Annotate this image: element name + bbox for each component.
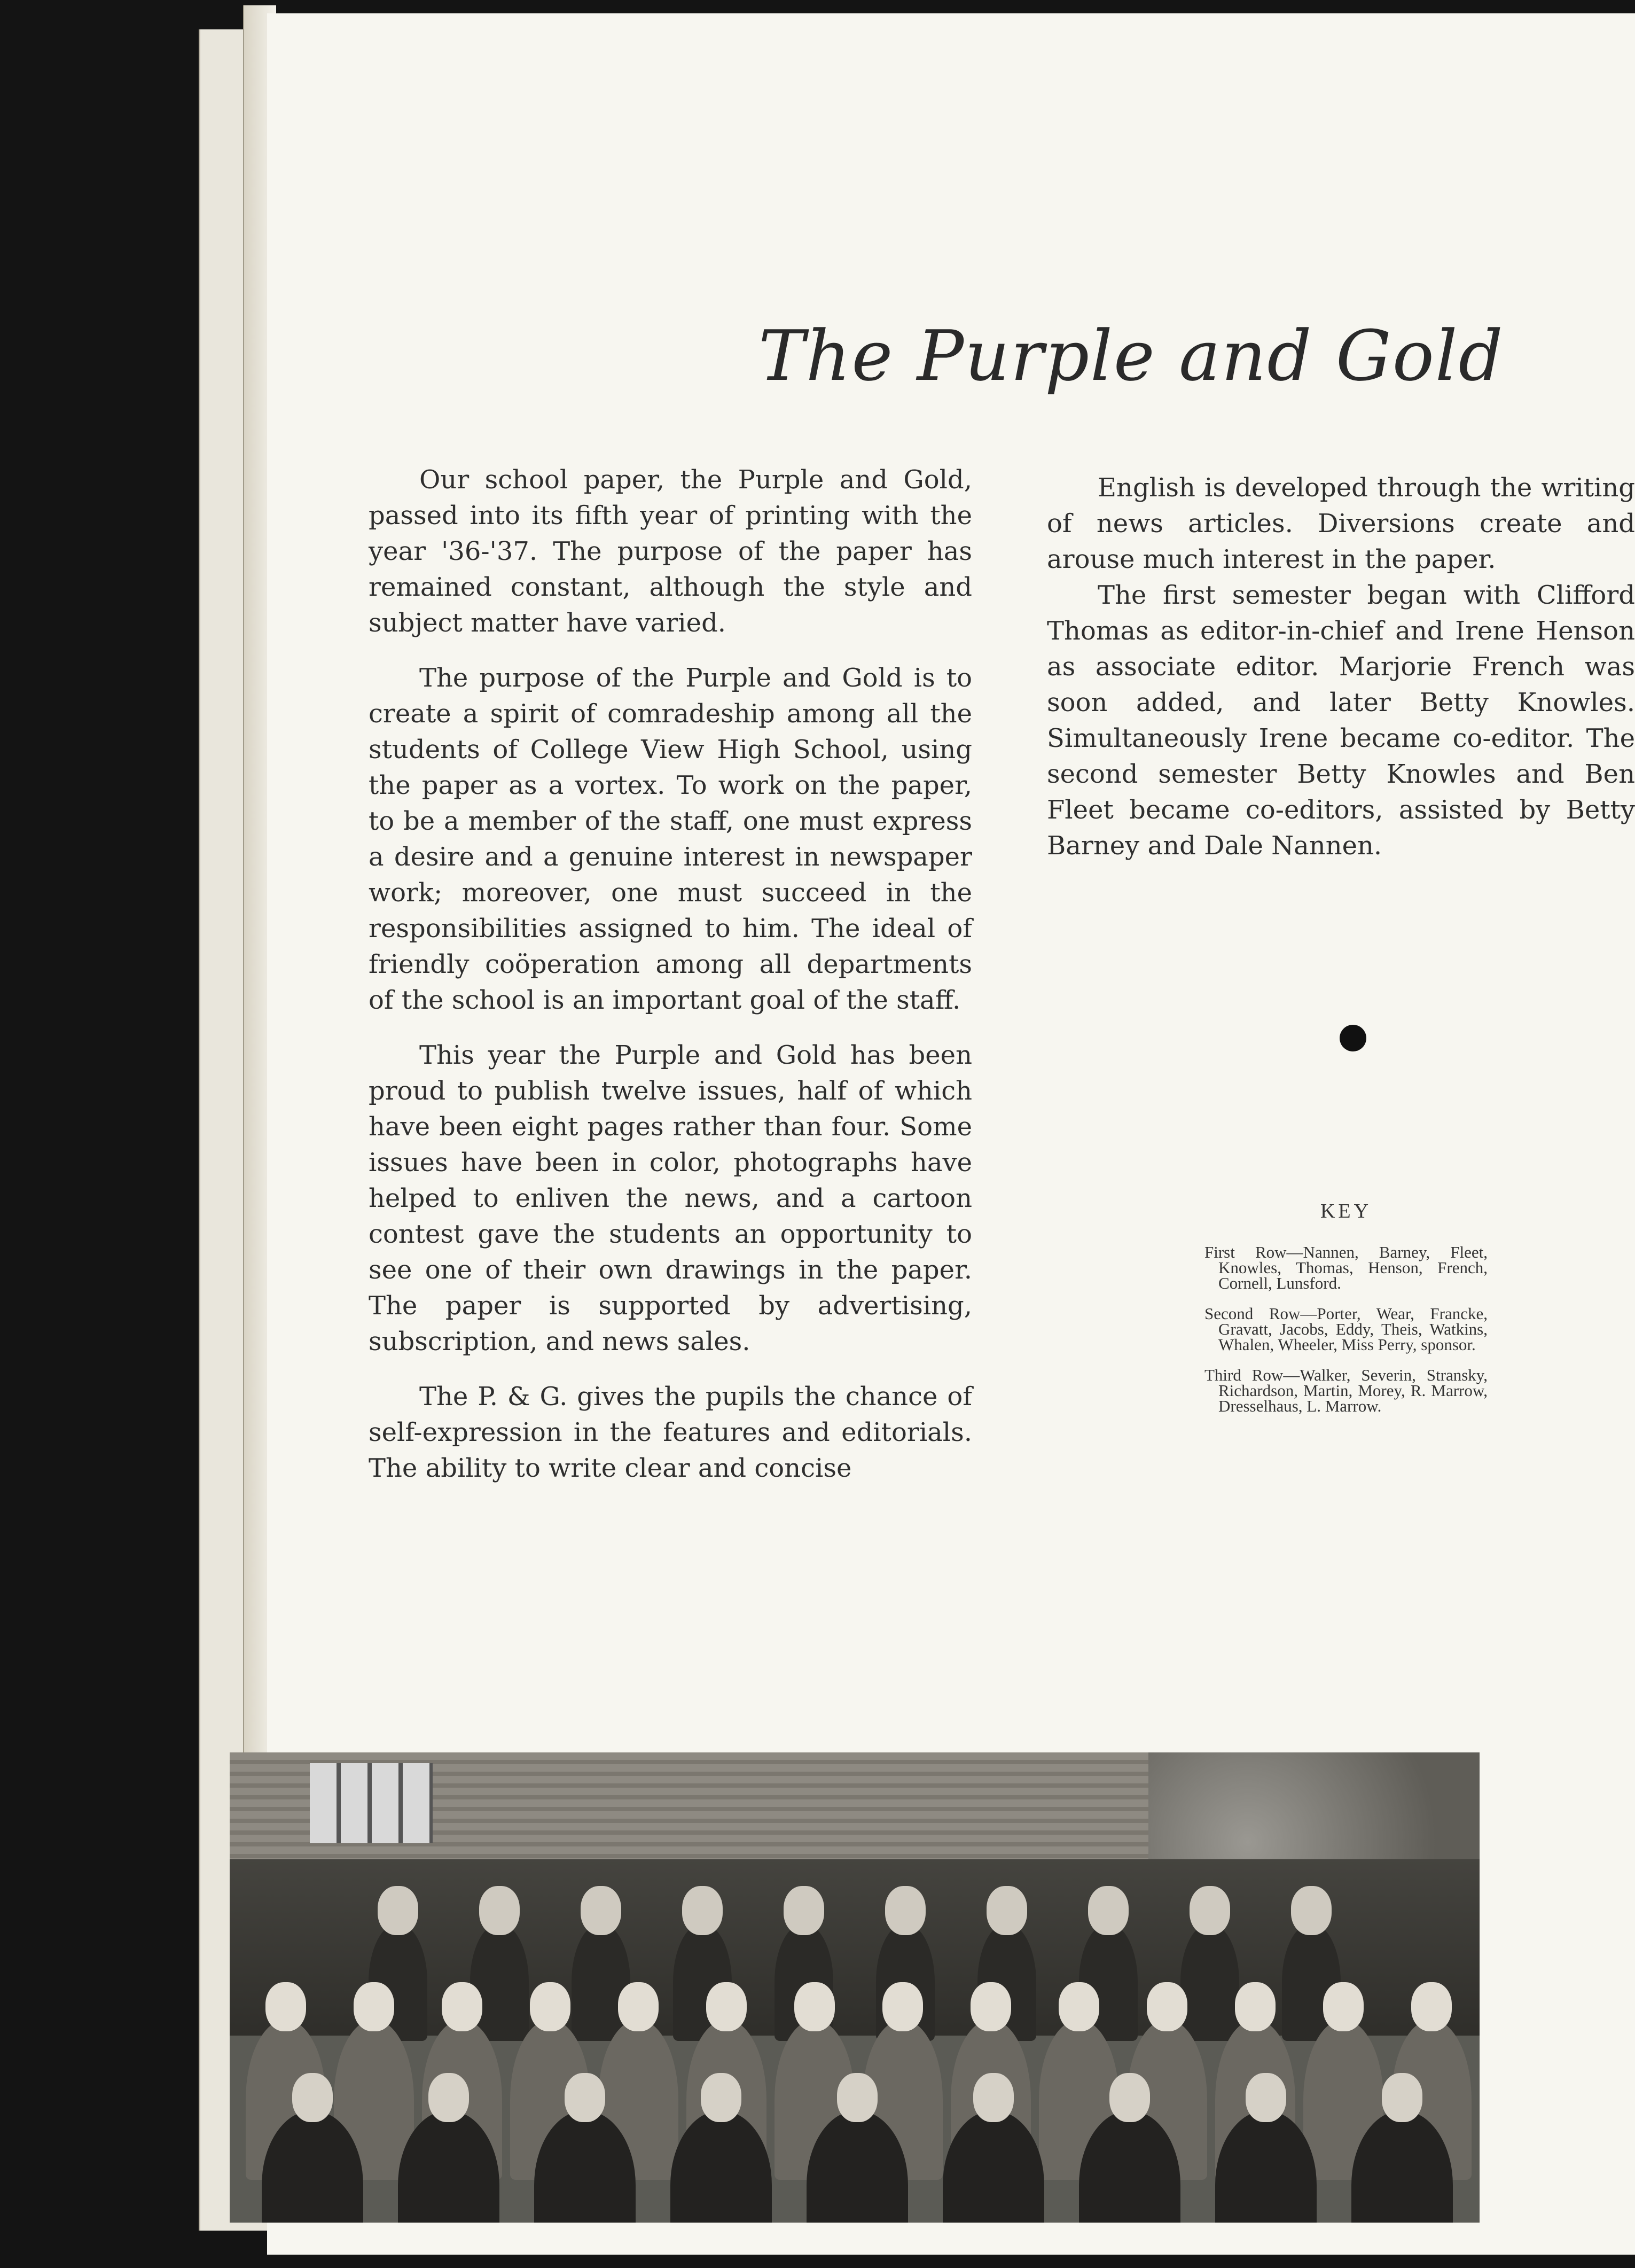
photo-face	[1147, 1982, 1187, 2031]
photo-face	[1109, 2073, 1150, 2122]
photo-face	[618, 1982, 659, 2031]
photo-face	[701, 2073, 741, 2122]
photo-face	[882, 1982, 923, 2031]
photo-face	[1382, 2073, 1422, 2122]
photo-face	[442, 1982, 482, 2031]
photo-face	[784, 1886, 824, 1935]
photo-key	[1204, 1199, 1488, 1429]
photo-face	[1291, 1886, 1332, 1935]
left-text-column	[369, 462, 972, 1506]
key-row: Second Row—Porter, Wear, Francke, Gravatt, Jacobs, Eddy, Theis, Watkins, Whalen, Wheeler, Miss Perry, sponsor.	[1204, 1304, 1488, 1354]
photo-face	[1246, 2073, 1286, 2122]
photo-face	[581, 1886, 621, 1935]
photo-face	[971, 1982, 1011, 2031]
key-row: Third Row—Walker, Severin, Stransky, Richardson, Martin, Morey, R. Marrow, Dresselhaus, L. Marrow.	[1204, 1366, 1488, 1415]
photo-face	[428, 2073, 469, 2122]
photo-person	[470, 1923, 529, 2041]
photo-person	[1180, 1923, 1239, 2041]
photo-face	[1235, 1982, 1276, 2031]
photo-face	[292, 2073, 333, 2122]
staff-group-photo	[230, 1752, 1480, 2223]
key-row: First Row—Nannen, Barney, Fleet, Knowles, Thomas, Henson, French, Cornell, Lunsford.	[1204, 1243, 1488, 1292]
photo-face	[1411, 1982, 1452, 2031]
photo-face	[378, 1886, 418, 1935]
page-title: The Purple and Gold	[758, 315, 1504, 396]
photo-face	[1190, 1886, 1230, 1935]
photo-face	[682, 1886, 723, 1935]
photo-face	[354, 1982, 394, 2031]
paragraph: English is developed through the writing of news articles. Diversions create and arouse much interest in the paper.	[1047, 473, 1635, 574]
key-heading: KEY	[1320, 1200, 1372, 1222]
photo-face	[1059, 1982, 1099, 2031]
photo-window	[310, 1763, 433, 1843]
paragraph: The purpose of the Purple and Gold is to create a spirit of comradeship among all the students of College View High School, using the paper as a vortex. To work on the paper, to be a member of the staff, one must express a desire and a genuine interest in newspaper work; moreover, one must succeed in the responsibilities assigned to him. The ideal of friendly coöperation among all departments of the school is an important goal of the staff.	[369, 663, 972, 1015]
paragraph: The P. & G. gives the pupils the chance of self-expression in the features and editorials. The ability to write clear and concise	[369, 1382, 972, 1483]
photo-face	[479, 1886, 520, 1935]
photo-face	[530, 1982, 570, 2031]
photo-face	[973, 2073, 1014, 2122]
photo-face	[565, 2073, 605, 2122]
right-text-column	[1047, 470, 1635, 864]
photo-person	[572, 1923, 630, 2041]
photo-face	[837, 2073, 878, 2122]
photo-face	[706, 1982, 747, 2031]
paragraph: The first semester began with Clifford Thomas as editor-in-chief and Irene Henson as associate editor. Marjorie French was soon added, and later Betty Knowles. Simultaneously Irene became co-editor. The second semester Betty Knowles and Ben Fleet became co-editors, assisted by Betty Barney and Dale Nannen.	[1047, 580, 1635, 861]
photo-face	[794, 1982, 835, 2031]
photo-face	[265, 1982, 306, 2031]
paragraph: Our school paper, the Purple and Gold, passed into its fifth year of printing with the year '36-'37. The purpose of the paper has remained constant, although the style and subject matter have varied.	[369, 465, 972, 638]
photo-face	[987, 1886, 1027, 1935]
paragraph: This year the Purple and Gold has been proud to publish twelve issues, half of which have been eight pages rather than four. Some issues have been in color, photographs have helped to enliven the news, and a cartoon contest gave the students an opportunity to see one of their own drawings in the paper. The paper is supported by advertising, subscription, and news sales.	[369, 1040, 972, 1357]
photo-face	[1088, 1886, 1129, 1935]
photo-face	[1323, 1982, 1364, 2031]
bullet-ornament	[1340, 1025, 1366, 1051]
photo-face	[885, 1886, 926, 1935]
